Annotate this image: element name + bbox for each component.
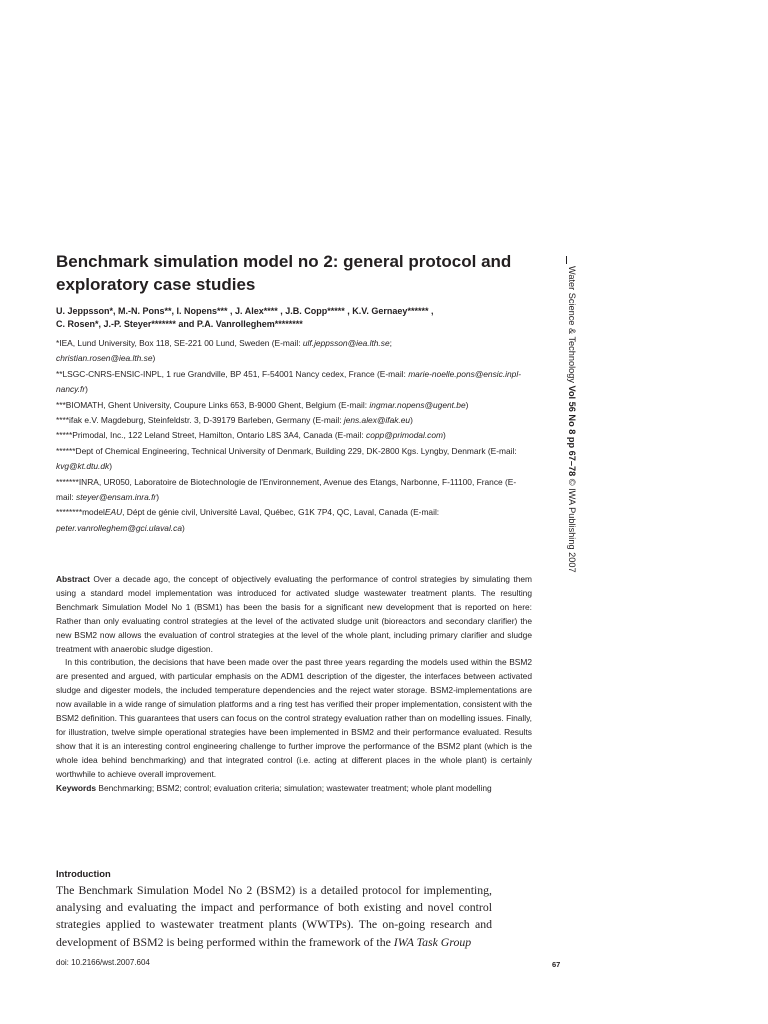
- affiliation-text: , Dépt de génie civil, Université Laval, Québec, G1K 7P4, QC, Laval, Canada (E-mail:: [122, 507, 440, 518]
- page-number: 67: [552, 960, 561, 969]
- email-link[interactable]: marie-noelle.pons@ensic.inpl-nancy.fr: [56, 368, 521, 395]
- affiliation-2: [56, 367, 531, 398]
- paren-close: ): [442, 430, 446, 441]
- abstract: [56, 573, 532, 796]
- intro-body-text: The Benchmark Simulation Model No 2 (BSM2) is a detailed protocol for implementing, analysing and evaluating the impact and performance of both existing and novel control strategies applied to wastewater treatment plants (WWTPs). The on-going research and development of BSM2 is being performed within the framework of the: [56, 883, 492, 949]
- paren-close: ): [410, 415, 413, 426]
- keywords: [56, 782, 532, 796]
- affiliation-1: [56, 336, 531, 367]
- paren-close: ): [152, 353, 156, 364]
- authors-line-1: U. Jeppsson*, M.-N. Pons**, I. Nopens*** , J. Alex**** , J.B. Copp***** , K.V. Gernaey****** ,: [56, 306, 434, 316]
- author-list: [56, 305, 526, 331]
- paren-close: ): [465, 399, 469, 410]
- affiliation-8: [56, 505, 531, 536]
- keywords-text: Benchmarking; BSM2; control; evaluation criteria; simulation; wastewater treatment; whole plant modelling: [96, 782, 492, 793]
- abstract-paragraph-2: In this contribution, the decisions that have been made over the past three years regarding the models used within the BSM2 are presented and argued, with particular emphasis on the ADM1 description of the digester, the interfaces between activated sludge and digester models, the included temperature dependencies and the reject water storage. BSM2-implementations are now available in a wide range of simulation platforms and a ring test has verified their proper implementation, consistent with the BSM2 definition. This guarantees that users can focus on the control strategy evaluation rather than on modelling issues. Finally, for illustration, twelve simple operational strategies have been implemented in BSM2 and their performance evaluated. Results show that it is an interesting control engineering challenge to further improve the performance of the BSM2 plant (which is the whole idea behind benchmarking) and that integrated control (i.e. acting at different places in the whole plant) is certainly worthwhile to achieve overall improvement.: [56, 657, 532, 779]
- journal-citation: [566, 266, 578, 573]
- affiliation-text: ********model: [56, 507, 105, 518]
- email-link[interactable]: christian.rosen@iea.lth.se: [56, 353, 153, 364]
- email-link[interactable]: steyer@ensam.inra.fr: [76, 492, 157, 503]
- paper-title: Benchmark simulation model no 2: general protocol and exploratory case studies: [56, 252, 512, 294]
- email-link[interactable]: copp@primodal.com: [366, 430, 443, 441]
- journal-divider: [566, 256, 567, 264]
- affiliation-text: ****ifak e.V. Magdeburg, Steinfeldstr. 3, D-39179 Barleben, Germany (E-mail:: [56, 415, 344, 426]
- paren-close: ): [181, 522, 185, 533]
- affiliations: [56, 336, 531, 536]
- journal-name: Water Science & Technology: [567, 266, 577, 386]
- abstract-text: Over a decade ago, the concept of objectively evaluating the performance of control strategies by simulating them using a standard model implementation was introduced for activated sludge wastewater treatment plants. The resulting Benchmark Simulation Model No 1 (BSM1) has been the basis for a significant new development that is reported on here: Rather than only evaluating control strategies at the level of the activated sludge unit (bioreactors and secondary clarifier) the new BSM2 now allows the evaluation of control strategies at the level of the whole plant, including primary clarifier and sludge treatment with anaerobic sludge digestion.: [56, 574, 532, 654]
- affiliation-text: ***BIOMATH, Ghent University, Coupure Links 653, B-9000 Ghent, Belgium (E-mail:: [56, 399, 370, 410]
- email-link[interactable]: kvg@kt.dtu.dk: [56, 461, 110, 472]
- doi[interactable]: doi: 10.2166/wst.2007.604: [56, 958, 150, 967]
- affiliation-text: ******Dept of Chemical Engineering, Technical University of Denmark, Building 229, DK-2800 Kgs. Lyngby, Denmark (E-mail:: [56, 445, 517, 456]
- journal-volume: Vol 56 No 8 pp 67–78: [567, 385, 577, 477]
- affiliation-text: *******INRA, UR050, Laboratoire de Biotechnologie de l'Environnement, Avenue des Etangs, Narbonne, F-11100, France (E-mail:: [56, 476, 517, 503]
- section-heading-introduction: Introduction: [56, 868, 111, 879]
- affiliation-7: [56, 475, 531, 506]
- affiliation-italic: EAU: [104, 507, 123, 518]
- abstract-paragraph-1: [56, 573, 532, 656]
- email-link[interactable]: ingmar.nopens@ugent.be: [369, 399, 466, 410]
- journal-copyright: © IWA Publishing 2007: [567, 476, 577, 573]
- paren-close: ): [85, 384, 88, 395]
- email-link[interactable]: peter.vanrolleghem@gci.ulaval.ca: [56, 522, 182, 533]
- introduction-text: [56, 882, 492, 951]
- intro-italic-text: IWA Task Group: [393, 934, 472, 949]
- affiliation-text: *IEA, Lund University, Box 118, SE-221 00 Lund, Sweden (E-mail:: [56, 338, 303, 348]
- abstract-label: Abstract: [56, 574, 90, 584]
- affiliation-text: *****Primodal, Inc., 122 Leland Street, Hamilton, Ontario L8S 3A4, Canada (E-mail:: [56, 430, 367, 441]
- email-link[interactable]: ulf.jeppsson@iea.lth.se: [302, 338, 390, 348]
- keywords-label: Keywords: [56, 782, 97, 793]
- authors-line-2: C. Rosen*, J.-P. Steyer******* and P.A. Vanrolleghem********: [56, 319, 303, 329]
- paren-close: ): [109, 461, 112, 472]
- affiliation-6: [56, 444, 531, 475]
- affiliation-text: **LSGC-CNRS-ENSIC-INPL, 1 rue Grandville, BP 451, F-54001 Nancy cedex, France (E-mail:: [56, 368, 409, 379]
- email-link[interactable]: jens.alex@ifak.eu: [343, 415, 411, 426]
- paren-close: ): [156, 492, 159, 503]
- affiliation-4: [56, 413, 531, 428]
- affiliation-3: [56, 398, 531, 413]
- separator: ;: [389, 338, 392, 348]
- affiliation-5: [56, 428, 531, 443]
